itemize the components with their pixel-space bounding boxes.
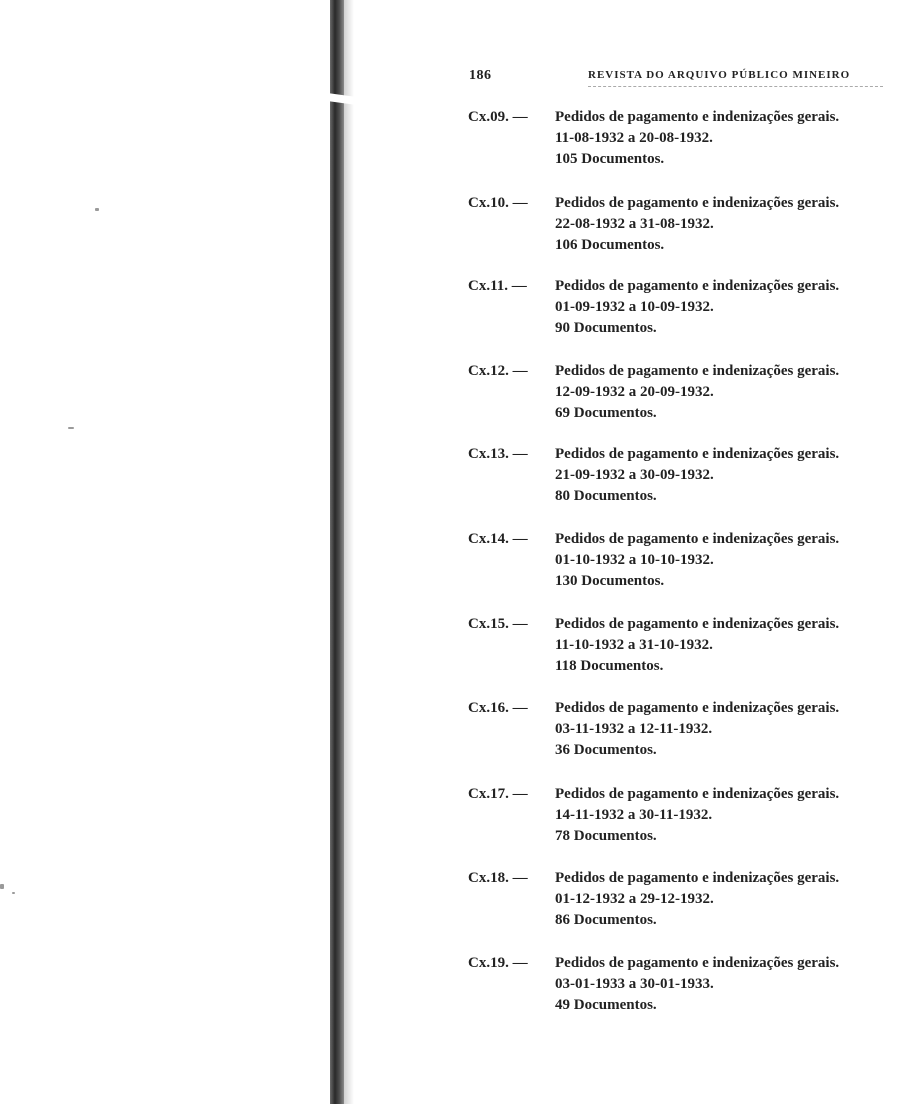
entry-title: Pedidos de pagamento e indenizações gerais. [555, 109, 840, 125]
entry-dates: 11-10-1932 a 31-10-1932. [555, 637, 713, 653]
entry-count: 118 Documentos. [555, 658, 664, 674]
box-label: Cx.11. — [468, 278, 527, 294]
entry-count: 69 Documentos. [555, 405, 657, 421]
entry-title: Pedidos de pagamento e indenizações gerais. [555, 786, 840, 802]
box-label: Cx.10. — [468, 195, 528, 211]
entry-dates: 14-11-1932 a 30-11-1932. [555, 807, 713, 823]
box-label: Cx.16. — [468, 700, 528, 716]
entry-dates: 03-11-1932 a 12-11-1932. [555, 721, 713, 737]
entry-count: 90 Documentos. [555, 320, 657, 336]
box-label: Cx.13. — [468, 446, 528, 462]
entry-count: 105 Documentos. [555, 151, 665, 167]
entry-dates: 12-09-1932 a 20-09-1932. [555, 384, 714, 400]
entry-dates: 01-10-1932 a 10-10-1932. [555, 552, 714, 568]
entry-count: 78 Documentos. [555, 828, 657, 844]
entry-title: Pedidos de pagamento e indenizações gerais. [555, 616, 840, 632]
entry-title: Pedidos de pagamento e indenizações gerais. [555, 955, 840, 971]
entry-count: 106 Documentos. [555, 237, 665, 253]
entry-title: Pedidos de pagamento e indenizações gerais. [555, 531, 840, 547]
entry-title: Pedidos de pagamento e indenizações gerais. [555, 195, 840, 211]
entry-dates: 01-12-1932 a 29-12-1932. [555, 891, 714, 907]
entry-title: Pedidos de pagamento e indenizações gerais. [555, 870, 840, 886]
entry-count: 49 Documentos. [555, 997, 657, 1013]
box-label: Cx.19. — [468, 955, 528, 971]
entry-dates: 01-09-1932 a 10-09-1932. [555, 299, 714, 315]
entry-title: Pedidos de pagamento e indenizações gerais. [555, 700, 840, 716]
entry-dates: 21-09-1932 a 30-09-1932. [555, 467, 714, 483]
box-label: Cx.18. — [468, 870, 528, 886]
entry-count: 130 Documentos. [555, 573, 665, 589]
entry-dates: 03-01-1933 a 30-01-1933. [555, 976, 714, 992]
box-label: Cx.14. — [468, 531, 528, 547]
page-number: 186 [469, 68, 492, 83]
box-label: Cx.09. — [468, 109, 528, 125]
entry-title: Pedidos de pagamento e indenizações gerais. [555, 446, 840, 462]
box-label: Cx.17. — [468, 786, 528, 802]
entry-title: Pedidos de pagamento e indenizações gerais. [555, 363, 840, 379]
running-head: REVISTA DO ARQUIVO PÚBLICO MINEIRO [588, 69, 851, 81]
entry-count: 86 Documentos. [555, 912, 657, 928]
entry-count: 80 Documentos. [555, 488, 657, 504]
box-label: Cx.15. — [468, 616, 528, 632]
entry-title: Pedidos de pagamento e indenizações gerais. [555, 278, 840, 294]
box-label: Cx.12. — [468, 363, 528, 379]
entry-dates: 11-08-1932 a 20-08-1932. [555, 130, 713, 146]
entry-count: 36 Documentos. [555, 742, 657, 758]
entry-dates: 22-08-1932 a 31-08-1932. [555, 216, 714, 232]
